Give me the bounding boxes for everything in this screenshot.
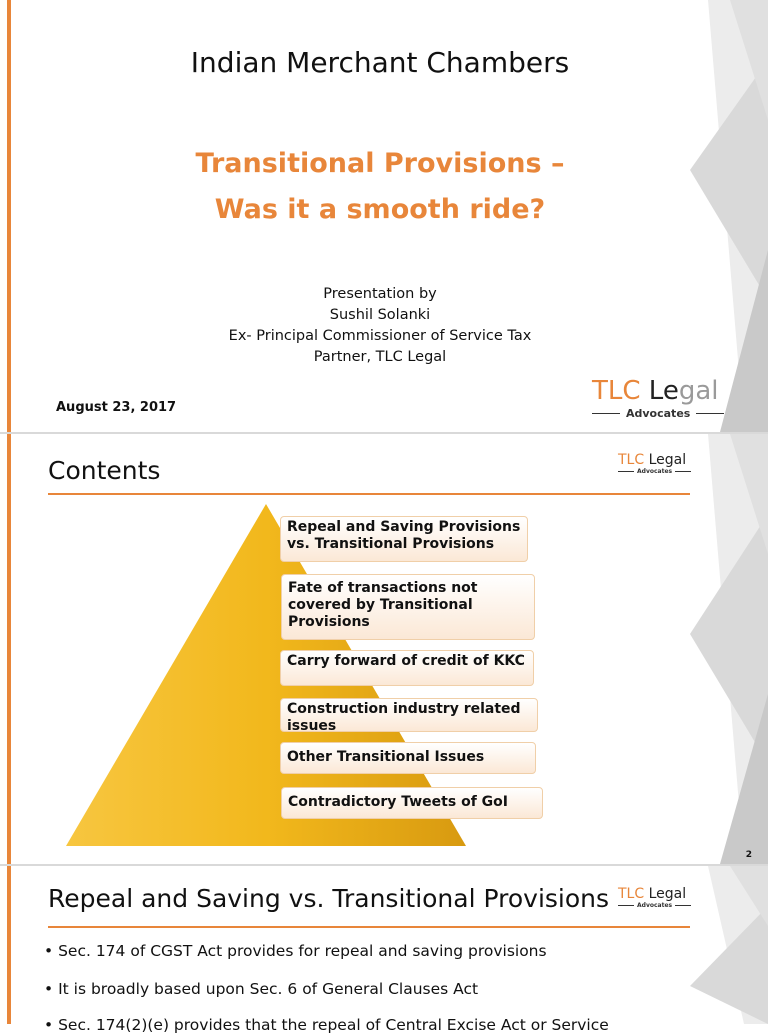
logo-advocates-text: Advocates: [637, 902, 673, 909]
logo-tlc-text: TLC: [618, 452, 645, 468]
slide-3: [0, 866, 768, 1034]
tlc-legal-logo: [618, 452, 696, 475]
tlc-legal-logo: [618, 886, 696, 909]
logo-legal-text: Legal: [648, 886, 687, 902]
contents-item-2[interactable]: Fate of transactions not covered by Transitional Provisions: [281, 574, 535, 640]
bullet-2: • It is broadly based upon Sec. 6 of General Clauses Act: [44, 980, 479, 998]
presentation-subtitle-line-2: Was it a smooth ride?: [214, 194, 546, 225]
logo-gal-text: gal: [678, 376, 719, 406]
decorative-shapes: [690, 434, 768, 864]
presentation-date: August 23, 2017: [56, 400, 177, 415]
contents-item-3[interactable]: Carry forward of credit of KKC: [280, 650, 534, 686]
bullet-3: • Sec. 174(2)(e) provides that the repeal of Central Excise Act or Service: [44, 1016, 609, 1034]
presenter-role-2: Partner, TLC Legal: [313, 349, 447, 365]
presenter-role-1: Ex- Principal Commissioner of Service Tax: [228, 328, 532, 344]
bullet-1: • Sec. 174 of CGST Act provides for repeal and saving provisions: [44, 942, 547, 960]
decorative-shapes: [690, 866, 768, 1024]
contents-item-6[interactable]: Contradictory Tweets of GoI: [281, 787, 543, 819]
logo-advocates-text: Advocates: [637, 468, 673, 475]
logo-le-text: Le: [648, 376, 679, 406]
tlc-legal-logo: [592, 376, 732, 420]
left-accent-bar: [0, 434, 12, 864]
slide-1: [0, 0, 768, 432]
heading-rule: [48, 493, 690, 495]
presenter-name: Sushil Solanki: [329, 307, 431, 323]
left-accent-bar: [0, 866, 12, 1024]
logo-tlc-text: TLC: [618, 886, 645, 902]
presentation-subtitle-line-1: Transitional Provisions –: [195, 148, 565, 179]
presentation-title: Indian Merchant Chambers: [190, 46, 570, 79]
presentation-by-label: Presentation by: [323, 286, 437, 302]
slide-heading: Contents: [48, 456, 161, 485]
heading-rule: [48, 926, 690, 928]
slide-heading: Repeal and Saving vs. Transitional Provisions: [48, 884, 610, 913]
contents-item-4[interactable]: Construction industry related issues: [280, 698, 538, 732]
page-number: 2: [745, 850, 752, 860]
contents-item-5[interactable]: Other Transitional Issues: [280, 742, 536, 774]
contents-item-1[interactable]: Repeal and Saving Provisions vs. Transitional Provisions: [280, 516, 528, 562]
logo-tlc-text: TLC: [592, 376, 641, 406]
logo-legal-text: Legal: [648, 452, 687, 468]
logo-advocates-text: Advocates: [626, 407, 691, 420]
slide-2: [0, 434, 768, 864]
